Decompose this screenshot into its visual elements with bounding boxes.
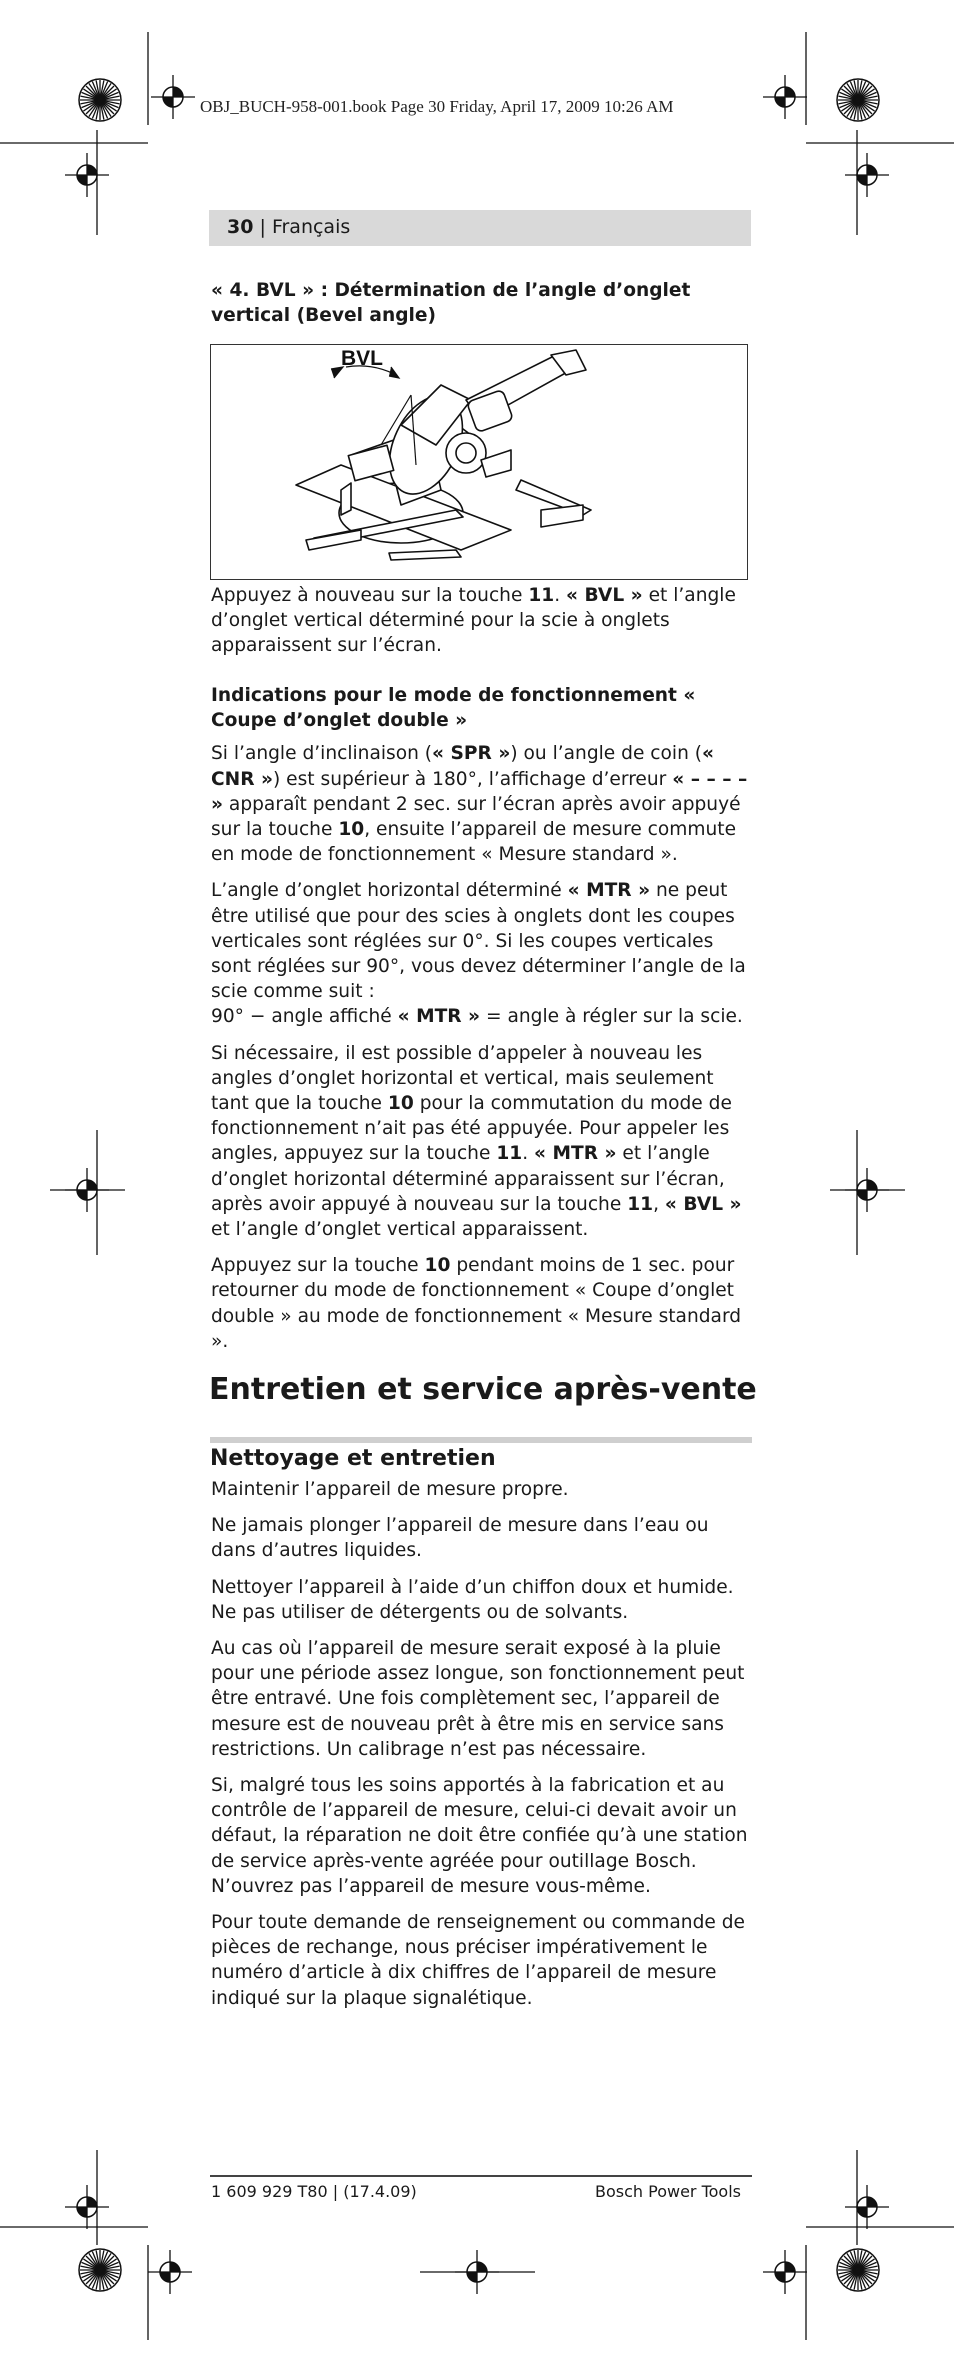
- miter-saw-illustration: [211, 345, 746, 578]
- text-run: Appuyez sur la touche: [211, 1255, 425, 1277]
- display-ref: « BVL »: [566, 585, 643, 606]
- service-heading: Entretien et service après-vente: [209, 1372, 757, 1407]
- key-ref: 11: [496, 1143, 523, 1165]
- key-ref: 10: [424, 1255, 451, 1277]
- double-mode-p3: [211, 1041, 751, 1243]
- print-info-line: OBJ_BUCH-958-001.book Page 30 Friday, April 17, 2009 10:26 AM: [200, 97, 674, 116]
- text-run: ,: [653, 1193, 665, 1215]
- text-run: ne peut être utilisé que pour des scies à onglets dont les coupes verticales sont réglées sur 0°. Si les coupes verticales sont réglées sur 90°, vous devez déterminer l’angle de la scie comme suit :: [211, 880, 746, 1003]
- double-mode-title: Indications pour le mode de fonctionnement « Coupe d’onglet double »: [211, 685, 696, 732]
- bvl-title-text: « 4. BVL » : Détermination de l’angle d’onglet vertical (Bevel angle): [211, 280, 691, 327]
- text-run: L’angle d’onglet horizontal déterminé: [211, 880, 568, 902]
- service-paragraph: Nettoyer l’appareil à l’aide d’un chiffon doux et humide. Ne pas utiliser de détergents ou de solvants.: [211, 1576, 734, 1623]
- service-paragraph: Au cas où l’appareil de mesure serait exposé à la pluie pour une période assez longue, son fonctionnement peut être entravé. Une fois complètement sec, l’appareil de mesure est de nouveau prêt à être mis en service sans restrictions. Un calibrage n’est pas nécessaire.: [211, 1638, 745, 1760]
- footer-doc-number: 1 609 929 T80 | (17.4.09): [211, 2182, 417, 2201]
- display-ref: « MTR »: [534, 1143, 617, 1165]
- text-run: et l’angle d’onglet horizontal déterminé apparaissent sur l’écran, après avoir appuyé à nouveau sur la touche: [211, 1143, 725, 1215]
- text-run: , ensuite l’appareil de mesure commute en mode de fonctionnement « Mesure standard ».: [211, 819, 737, 866]
- text-run: et l’angle d’onglet vertical déterminé pour la scie à onglets apparaissent sur l’écran.: [211, 585, 736, 657]
- page-header-bar: [209, 210, 751, 246]
- header-language: Français: [271, 216, 351, 238]
- text-run: Si l’angle d’inclinaison (: [211, 743, 433, 765]
- text-run: Si nécessaire, il est possible d’appeler à nouveau les angles d’onglet horizontal et vertical, mais seulement tant que la touche: [211, 1042, 714, 1115]
- text-run: ) est supérieur à 180°, l’affichage d’erreur: [273, 768, 673, 790]
- bvl-figure: [210, 344, 748, 580]
- key-ref: 11: [627, 1193, 654, 1215]
- double-mode-p4: [211, 1253, 751, 1354]
- footer-rule: [210, 2175, 752, 2177]
- error-display: « – – – – »: [211, 768, 748, 815]
- text-run: .: [554, 585, 567, 606]
- display-ref: « MTR »: [397, 1006, 481, 1028]
- subheading-rule: [210, 1437, 752, 1443]
- service-paragraph: Maintenir l’appareil de mesure propre.: [211, 1479, 569, 1500]
- text-run: = angle à régler sur la scie.: [480, 1006, 743, 1028]
- service-paragraph: Ne jamais plonger l’appareil de mesure dans l’eau ou dans d’autres liquides.: [211, 1515, 709, 1562]
- key-ref: 10: [387, 1093, 414, 1115]
- footer-brand: Bosch Power Tools: [595, 2182, 741, 2201]
- double-mode-p1: [211, 741, 751, 867]
- service-paragraph: Pour toute demande de renseignement ou commande de pièces de rechange, nous préciser impérativement le numéro d’article à dix chiffres de l’appareil de mesure indiqué sur la plaque signalétique.: [211, 1912, 745, 2009]
- text-run: .: [522, 1143, 535, 1165]
- text-run: pour la commutation du mode de fonctionnement n’ait pas été appuyée. Pour appeler les angles, appuyez sur la touche: [211, 1093, 732, 1165]
- bvl-section-title: [211, 278, 751, 328]
- service-paragraph: Si, malgré tous les soins apportés à la fabrication et au contrôle de l’appareil de mesure, celui-ci devait avoir un défaut, la réparation ne doit être confiée qu’à une station de service après-vente agréée pour outillage Bosch. N’ouvrez pas l’appareil de mesure vous-même.: [211, 1775, 748, 1897]
- text-run: 90° − angle affiché: [211, 1006, 398, 1028]
- page-header: [227, 216, 350, 238]
- text-run: Appuyez à nouveau sur la touche: [211, 585, 529, 606]
- display-ref: « MTR »: [567, 880, 651, 902]
- text-run: et l’angle d’onglet vertical apparaissent.: [211, 1219, 589, 1241]
- display-ref: « BVL »: [664, 1193, 742, 1215]
- double-mode-formula: [211, 1004, 751, 1029]
- text-run: pendant moins de 1 sec. pour retourner du mode de fonctionnement « Coupe d’onglet double » au mode de fonctionnement « Mesure standard ».: [211, 1255, 742, 1352]
- text-run: ) ou l’angle de coin (: [510, 743, 703, 765]
- key-ref: 10: [338, 819, 365, 841]
- figure-label-bvl: BVL: [341, 347, 383, 370]
- bvl-paragraph: [211, 583, 751, 670]
- service-paragraphs: [211, 1477, 751, 2022]
- display-ref: « CNR »: [211, 743, 715, 790]
- display-ref: « SPR »: [432, 743, 511, 765]
- double-mode-section: [211, 683, 751, 1365]
- double-mode-p2: [211, 878, 751, 1004]
- page-number: 30: [227, 216, 254, 238]
- header-separator: |: [253, 216, 272, 238]
- cleaning-subheading: Nettoyage et entretien: [210, 1446, 496, 1471]
- text-run: apparaît pendant 2 sec. sur l’écran après avoir appuyé sur la touche: [211, 793, 741, 841]
- key-ref: 11: [528, 585, 555, 606]
